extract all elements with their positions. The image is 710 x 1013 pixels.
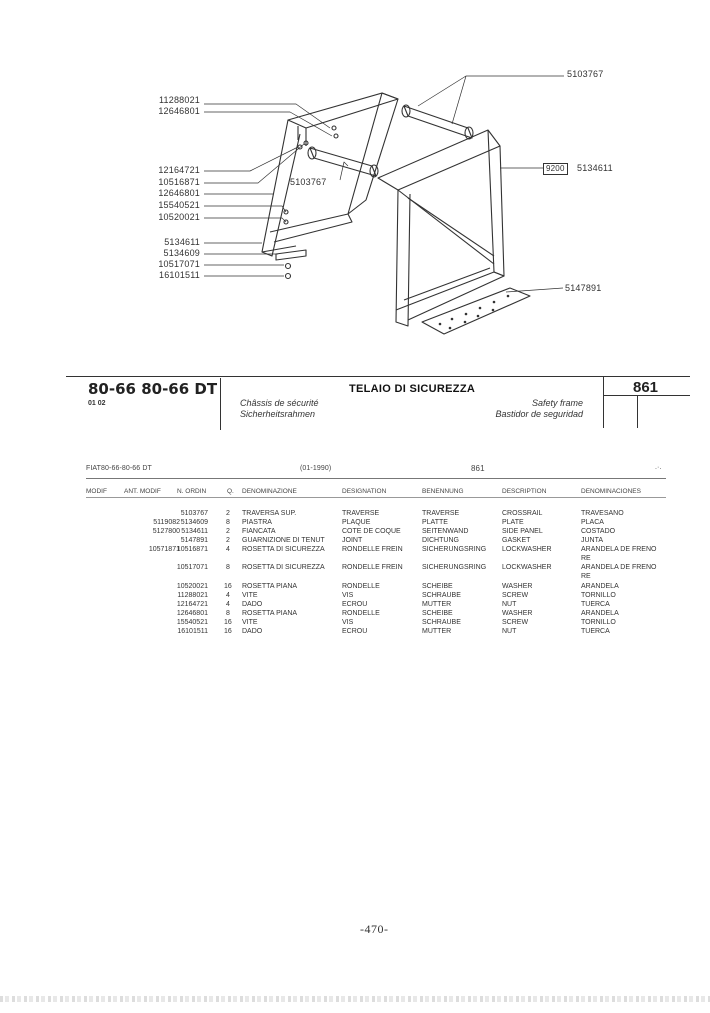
sub-mark: .·.: [655, 464, 662, 471]
row-fr: RONDELLE FREIN: [342, 546, 403, 553]
col-n-ordin: N. ORDIN: [177, 488, 207, 495]
row-de: SCHRAUBE: [422, 592, 461, 599]
row-it: FIANCATA: [242, 528, 276, 535]
row-it: VITE: [242, 619, 258, 626]
row-de: SCHRAUBE: [422, 619, 461, 626]
row-fr: ECROU: [342, 601, 368, 608]
row-de: MUTTER: [422, 601, 452, 608]
row-de: SCHEIBE: [422, 583, 453, 590]
row-es: TUERCA: [581, 601, 610, 608]
row-ordin: 12646801: [176, 610, 208, 617]
row-es: TORNILLO: [581, 619, 616, 626]
top-frame-front: [378, 130, 500, 190]
title-es: Bastidor de seguridad: [495, 409, 583, 419]
row-es: ARANDELA: [581, 610, 619, 617]
callout-10520021: 10520021: [158, 212, 200, 222]
row-it: ROSETTA DI SICUREZZA: [242, 546, 325, 553]
row-fr: PLAQUE: [342, 519, 371, 526]
row-q: 16: [224, 583, 232, 590]
row-de: MUTTER: [422, 628, 452, 635]
top-crossrail-rear: [288, 93, 398, 128]
row-en: SCREW: [502, 592, 529, 599]
plate-part: [276, 250, 306, 260]
row-it: ROSETTA DI SICUREZZA: [242, 564, 325, 571]
row-es: PLACA: [581, 519, 604, 526]
crossrail-cylinder-right: [404, 106, 472, 138]
page-number: -470-: [360, 922, 389, 936]
section-title: TELAIO DI SICUREZZA: [349, 383, 476, 395]
page-code: 861: [633, 379, 659, 396]
title-fr: Châssis de sécurité: [240, 398, 319, 408]
col-modif: MODIF: [86, 488, 107, 495]
callout-11288021: 11288021: [159, 95, 200, 105]
row-es: TRAVESANO: [581, 510, 624, 517]
row-fr: RONDELLE FREIN: [342, 564, 403, 571]
row-de: SEITENWAND: [422, 528, 469, 535]
callout-10516871: 10516871: [158, 177, 200, 187]
header-top-rule: [66, 376, 690, 377]
row-fr: VIS: [342, 592, 354, 599]
sub-model: FIAT80-66-80-66 DT: [86, 465, 152, 472]
safety-frame-diagram: [0, 0, 710, 360]
row-en: PLATE: [502, 519, 524, 526]
row-it: ROSETTA PIANA: [242, 610, 298, 617]
row-en: SIDE PANEL: [502, 528, 543, 535]
row-fr: COTE DE COQUE: [342, 528, 401, 535]
callout-5134611-right: 5134611: [577, 163, 613, 173]
row-de: TRAVERSE: [422, 510, 460, 517]
row-q: 8: [226, 610, 230, 617]
row-es: ARANDELA DE FRENO: [581, 546, 657, 553]
row-q: 4: [226, 546, 230, 553]
callout-5134609: 5134609: [163, 248, 200, 258]
row-it: DADO: [242, 628, 263, 635]
row-de: SICHERUNGSRING: [422, 546, 487, 553]
row-es: JUNTA: [581, 537, 604, 544]
row-ordin: 5134611: [181, 528, 208, 535]
callout-9200-box: 9200: [543, 163, 568, 175]
row-q: 8: [226, 564, 230, 571]
scan-edge: [0, 996, 710, 1002]
title-de: Sicherheitsrahmen: [240, 409, 316, 419]
row-ant: 5127800: [152, 528, 180, 535]
row-it: GUARNIZIONE DI TENUT: [242, 537, 325, 544]
row-es: TORNILLO: [581, 592, 616, 599]
row-q: 2: [226, 528, 230, 535]
row-es: ARANDELA: [581, 583, 619, 590]
sub-rule-2: [86, 497, 666, 498]
row-en: GASKET: [502, 537, 531, 544]
row-fr: ECROU: [342, 628, 368, 635]
callout-15540521: 15540521: [158, 200, 200, 210]
crossrail-cylinder-left: [310, 148, 376, 176]
row-es-cont: RE: [581, 555, 591, 562]
callout-12646801: 12646801: [158, 106, 200, 116]
row-en: NUT: [502, 628, 517, 635]
row-ordin: 5103767: [180, 510, 208, 517]
row-en: WASHER: [502, 583, 533, 590]
sub-code: 861: [471, 464, 485, 473]
row-de: DICHTUNG: [422, 537, 459, 544]
gasket-plate: [422, 288, 530, 334]
callout-12164721: 12164721: [158, 165, 200, 175]
callout-12646801b: 12646801: [158, 188, 200, 198]
row-es: TUERCA: [581, 628, 610, 635]
col-denominazione: DENOMINAZIONE: [242, 488, 297, 495]
row-it: VITE: [242, 592, 258, 599]
row-fr: JOINT: [342, 537, 363, 544]
row-es: COSTADO: [581, 528, 616, 535]
row-de: PLATTE: [422, 519, 448, 526]
row-es-cont: RE: [581, 573, 591, 580]
row-q: 2: [226, 537, 230, 544]
sub-date: (01-1990): [300, 465, 332, 472]
row-it: ROSETTA PIANA: [242, 583, 298, 590]
row-ordin: 5147891: [180, 537, 208, 544]
row-de: SCHEIBE: [422, 610, 453, 617]
row-fr: RONDELLE: [342, 610, 380, 617]
sub-rule-1: [86, 478, 666, 479]
row-q: 4: [226, 601, 230, 608]
col-q: Q.: [227, 488, 234, 495]
row-q: 16: [224, 619, 232, 626]
col-ant-modif: ANT. MODIF: [124, 488, 161, 495]
row-ant: 10571871: [148, 546, 180, 553]
row-en: WASHER: [502, 610, 533, 617]
row-en: LOCKWASHER: [502, 546, 552, 553]
row-fr: RONDELLE: [342, 583, 380, 590]
header-page-tick: [637, 396, 638, 428]
title-en: Safety frame: [531, 398, 583, 408]
row-en: CROSSRAIL: [502, 510, 543, 517]
row-ordin: 16101511: [177, 628, 208, 635]
row-ordin: 10516871: [176, 546, 208, 553]
callout-16101511: 16101511: [159, 270, 200, 280]
callout-10517071: 10517071: [158, 259, 200, 269]
row-de: SICHERUNGSRING: [422, 564, 487, 571]
col-description: DESCRIPTION: [502, 488, 547, 495]
row-ordin: 5134609: [180, 519, 208, 526]
row-en: LOCKWASHER: [502, 564, 552, 571]
row-fr: TRAVERSE: [342, 510, 380, 517]
row-es: ARANDELA DE FRENO: [581, 564, 657, 571]
row-q: 8: [226, 519, 230, 526]
callout-5103767-top: 5103767: [567, 69, 604, 79]
model-sub: 01 02: [88, 400, 106, 407]
row-q: 2: [226, 510, 230, 517]
row-it: TRAVERSA SUP.: [242, 510, 297, 517]
row-fr: VIS: [342, 619, 354, 626]
row-ordin: 11288021: [177, 592, 208, 599]
row-ordin: 15540521: [176, 619, 208, 626]
row-en: SCREW: [502, 619, 529, 626]
row-q: 16: [224, 628, 232, 635]
row-it: PIASTRA: [242, 519, 272, 526]
model-code: 80-66 80-66 DT: [88, 380, 218, 398]
row-q: 4: [226, 592, 230, 599]
row-ordin: 10517071: [176, 564, 208, 571]
col-benennung: BENENNUNG: [422, 488, 464, 495]
header-divider-left: [220, 378, 221, 430]
row-ordin: 12164721: [176, 601, 208, 608]
row-ordin: 10520021: [176, 583, 208, 590]
col-designation: DESIGNATION: [342, 488, 387, 495]
callout-5147891: 5147891: [565, 283, 602, 293]
left-side-panel-upper: [348, 93, 398, 214]
col-denominaciones: DENOMINACIONES: [581, 488, 641, 495]
header-divider-right: [603, 376, 604, 428]
callout-5103767-mid: 5103767: [290, 177, 327, 187]
callout-5134611: 5134611: [164, 237, 200, 247]
row-en: NUT: [502, 601, 517, 608]
row-it: DADO: [242, 601, 263, 608]
row-ant: 5119082: [153, 519, 180, 526]
